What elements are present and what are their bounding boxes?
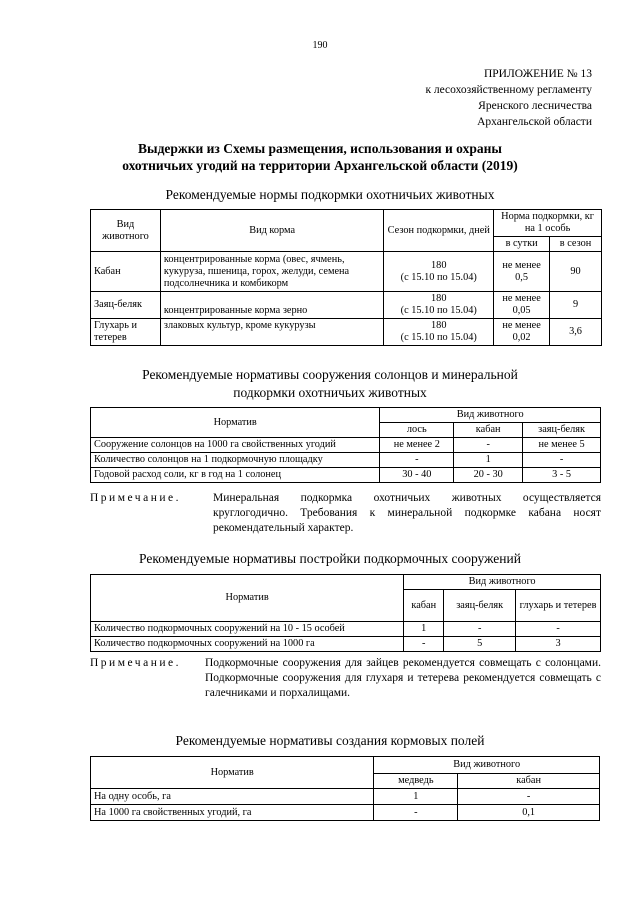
- section2-title: [60, 366, 600, 402]
- header-animal: Вид животного: [380, 408, 601, 423]
- section4-title: Рекомендуемые нормативы создания кормовых полей: [175, 733, 485, 748]
- section1-title: Рекомендуемые нормы подкормки охотничьих животных: [165, 187, 495, 202]
- season-days: 180: [431, 293, 447, 304]
- header-per-season: в сезон: [550, 237, 602, 252]
- cell-boar: -: [458, 789, 600, 805]
- cell-grouse: 3: [516, 637, 601, 652]
- document-title: [60, 140, 580, 174]
- table-row: [91, 453, 601, 468]
- table-row: [91, 622, 601, 637]
- feeding-structures-table: [90, 574, 601, 652]
- cell-boar: 0,1: [458, 805, 600, 821]
- cell-per-season: 3,6: [550, 319, 602, 346]
- header-bear: медведь: [374, 774, 458, 789]
- cell-animal: Глухарь и тетерев: [91, 319, 161, 346]
- table-row: [91, 789, 600, 805]
- header-per-day: в сутки: [494, 237, 550, 252]
- cell-boar: 1: [404, 622, 444, 637]
- feeding-norms-table: [90, 209, 602, 346]
- cell-hare: -: [523, 453, 601, 468]
- cell-norm: Сооружение солонцов на 1000 га свойственных угодий: [91, 438, 380, 453]
- cell-feed: концентрированные корма зерно: [160, 292, 383, 319]
- cell-per-season: 90: [550, 252, 602, 292]
- cell-per-day: не менее 0,05: [494, 292, 550, 319]
- cell-norm: Годовой расход соли, кг в год на 1 солонец: [91, 468, 380, 483]
- header-boar: кабан: [458, 774, 600, 789]
- cell-bear: 1: [374, 789, 458, 805]
- section3-note-label: Примечание.: [90, 657, 181, 669]
- cell-norm: На одну особь, га: [91, 789, 374, 805]
- section2-title-line-1: Рекомендуемые нормативы сооружения солонцов и минеральной: [142, 367, 518, 382]
- header-grouse: глухарь и тетерев: [516, 590, 601, 622]
- header-boar: кабан: [404, 590, 444, 622]
- cell-feed: концентрированные корма (овес, ячмень, кукуруза, пшеница, горох, желуди, семена подсолнечника и комбикорм: [160, 252, 383, 292]
- header-animal: Вид животного: [91, 210, 161, 252]
- table-row: [91, 252, 602, 292]
- header-moose: лось: [380, 423, 454, 438]
- table-row: [91, 438, 601, 453]
- header-norm: Норма подкормки, кг на 1 особь: [494, 210, 602, 237]
- cell-boar: 1: [454, 453, 523, 468]
- season-period: (с 15.10 по 15.04): [400, 332, 477, 343]
- cell-hare: -: [444, 622, 516, 637]
- cell-hare: не менее 5: [523, 438, 601, 453]
- cell-hare: 3 - 5: [523, 468, 601, 483]
- cell-norm: Количество подкормочных сооружений на 1000 га: [91, 637, 404, 652]
- appendix-line-1: ПРИЛОЖЕНИЕ № 13: [483, 68, 592, 80]
- section2-note-label: Примечание.: [90, 492, 181, 504]
- cell-moose: не менее 2: [380, 438, 454, 453]
- appendix-line-3: Яренского лесничества: [478, 100, 592, 112]
- season-days: 180: [431, 259, 447, 271]
- table-row: [91, 468, 601, 483]
- cell-season: [384, 319, 494, 346]
- cell-boar: -: [404, 637, 444, 652]
- cell-norm: Количество подкормочных сооружений на 10 - 15 особей: [91, 622, 404, 637]
- season-days: 180: [431, 320, 447, 331]
- cell-boar: 20 - 30: [454, 468, 523, 483]
- salt-licks-table: [90, 407, 601, 483]
- cell-boar: -: [454, 438, 523, 453]
- document-title-line-1: Выдержки из Схемы размещения, использования и охраны: [138, 141, 502, 156]
- cell-bear: -: [374, 805, 458, 821]
- document-title-line-2: охотничьих угодий на территории Архангельской области (2019): [122, 158, 518, 173]
- header-animal: Вид животного: [404, 575, 601, 590]
- table-row: [91, 319, 602, 346]
- section2-title-line-2: подкормки охотничьих животных: [233, 385, 427, 400]
- header-feed: Вид корма: [160, 210, 383, 252]
- cell-moose: -: [380, 453, 454, 468]
- header-hare: заяц-беляк: [444, 590, 516, 622]
- header-norm: Норматив: [91, 408, 380, 438]
- header-boar: кабан: [454, 423, 523, 438]
- section3-title: Рекомендуемые нормативы постройки подкормочных сооружений: [139, 551, 521, 566]
- cell-norm: Количество солонцов на 1 подкормочную площадку: [91, 453, 380, 468]
- cell-per-day: не менее 0,5: [494, 252, 550, 292]
- section2-note-text: Минеральная подкормка охотничьих животных осуществляется круглогодично. Требования к минеральной подкормке кабана носят рекомендательный характер.: [213, 492, 601, 534]
- header-season: Сезон подкормки, дней: [384, 210, 494, 252]
- section3-note-text: Подкормочные сооружения для зайцев рекомендуется совмещать с солонцами. Подкормочные сооружения для глухаря и тетерева рекомендуется совмещать с галечниками и порхалищами.: [205, 657, 601, 699]
- cell-feed: злаковых культур, кроме кукурузы: [160, 319, 383, 346]
- appendix-line-4: Архангельской области: [477, 116, 592, 128]
- header-norm: Норматив: [91, 575, 404, 622]
- cell-per-day: не менее 0,02: [494, 319, 550, 346]
- cell-grouse: -: [516, 622, 601, 637]
- appendix-header: [425, 66, 592, 130]
- table-row: [91, 637, 601, 652]
- table-row: [91, 292, 602, 319]
- feed-fields-table: [90, 756, 600, 821]
- header-norm: Норматив: [91, 757, 374, 789]
- header-hare: заяц-беляк: [523, 423, 601, 438]
- page-number: 190: [312, 40, 328, 51]
- cell-norm: На 1000 га свойственных угодий, га: [91, 805, 374, 821]
- cell-season: [384, 252, 494, 292]
- appendix-line-2: к лесохозяйственному регламенту: [425, 84, 592, 96]
- season-period: (с 15.10 по 15.04): [400, 305, 477, 316]
- cell-hare: 5: [444, 637, 516, 652]
- cell-season: [384, 292, 494, 319]
- cell-moose: 30 - 40: [380, 468, 454, 483]
- header-animal: Вид животного: [374, 757, 600, 774]
- cell-per-season: 9: [550, 292, 602, 319]
- table-row: [91, 805, 600, 821]
- cell-animal: Заяц-беляк: [91, 292, 161, 319]
- cell-animal: Кабан: [91, 252, 161, 292]
- season-period: (с 15.10 по 15.04): [400, 271, 477, 283]
